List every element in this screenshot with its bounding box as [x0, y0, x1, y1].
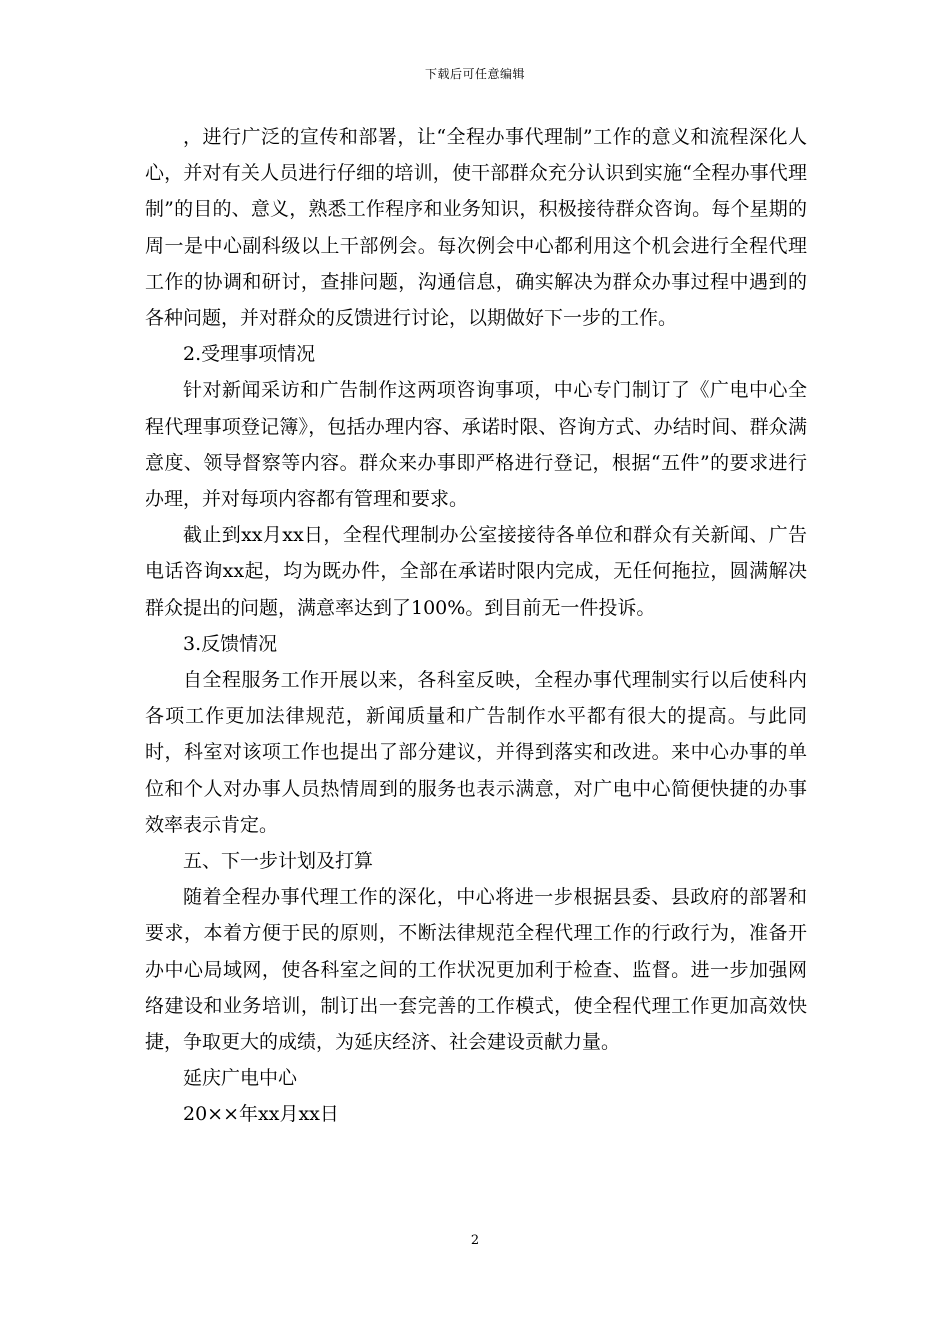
- signature-organization: 延庆广电中心: [183, 1067, 298, 1090]
- page-header: 下载后可任意编辑: [424, 67, 525, 81]
- section-heading-acceptance: 2.受理事项情况: [183, 343, 316, 366]
- section-heading-feedback: 3.反馈情况: [183, 632, 278, 655]
- paragraph-plan: 随着全程办事代理工作的深化，中心将进一步根据县委、县政府的部署和要求，本着方便于民的原则，不断法律规范全程代理工作的行政行为，准备开办中心局域网，使各科室之间的工作状况更加利于检查、监督。进一步加强网络建设和业务培训，制订出一套完善的工作模式，使全程代理工作更加高效快捷，争取更大的成绩，为延庆经济、社会建设贡献力量。: [145, 886, 807, 1054]
- paragraph-registration: 针对新闻采访和广告制作这两项咨询事项，中心专门制订了《广电中心全程代理事项登记簿》，包括办理内容、承诺时限、咨询方式、办结时间、群众满意度、领导督察等内容。群众来办事即严格进行登记，根据“五件”的要求进行办理，并对每项内容都有管理和要求。: [145, 379, 807, 511]
- document-body: [145, 119, 807, 1133]
- paragraph-publicity: ，进行广泛的宣传和部署，让“全程办事代理制”工作的意义和流程深化人心，并对有关人员进行仔细的培训，使干部群众充分认识到实施“全程办事代理制”的目的、意义，熟悉工作程序和业务知识，积极接待群众咨询。每个星期的周一是中心副科级以上干部例会。每次例会中心都利用这个机会进行全程代理工作的协调和研讨，查排问题，沟通信息，确实解决为群众办事过程中遇到的各种问题，并对群众的反馈进行讨论，以期做好下一步的工作。: [145, 126, 807, 330]
- page-number: 2: [470, 1233, 480, 1248]
- section-heading-next-steps: 五、下一步计划及打算: [183, 850, 374, 873]
- paragraph-feedback: 自全程服务工作开展以来，各科室反映，全程办事代理制实行以后使科内各项工作更加法律规范，新闻质量和广告制作水平都有很大的提高。与此同时，科室对该项工作也提出了部分建议，并得到落实和改进。来中心办事的单位和个人对办事人员热情周到的服务也表示满意，对广电中心简便快捷的办事效率表示肯定。: [145, 669, 807, 836]
- signature-date: 20××年xx月xx日: [183, 1103, 339, 1126]
- paragraph-statistics: 截止到xx月xx日，全程代理制办公室接接待各单位和群众有关新闻、广告电话咨询xx起，均为既办件，全部在承诺时限内完成，无任何拖拉，圆满解决群众提出的问题，满意率达到了100%。到目前无一件投诉。: [145, 524, 807, 619]
